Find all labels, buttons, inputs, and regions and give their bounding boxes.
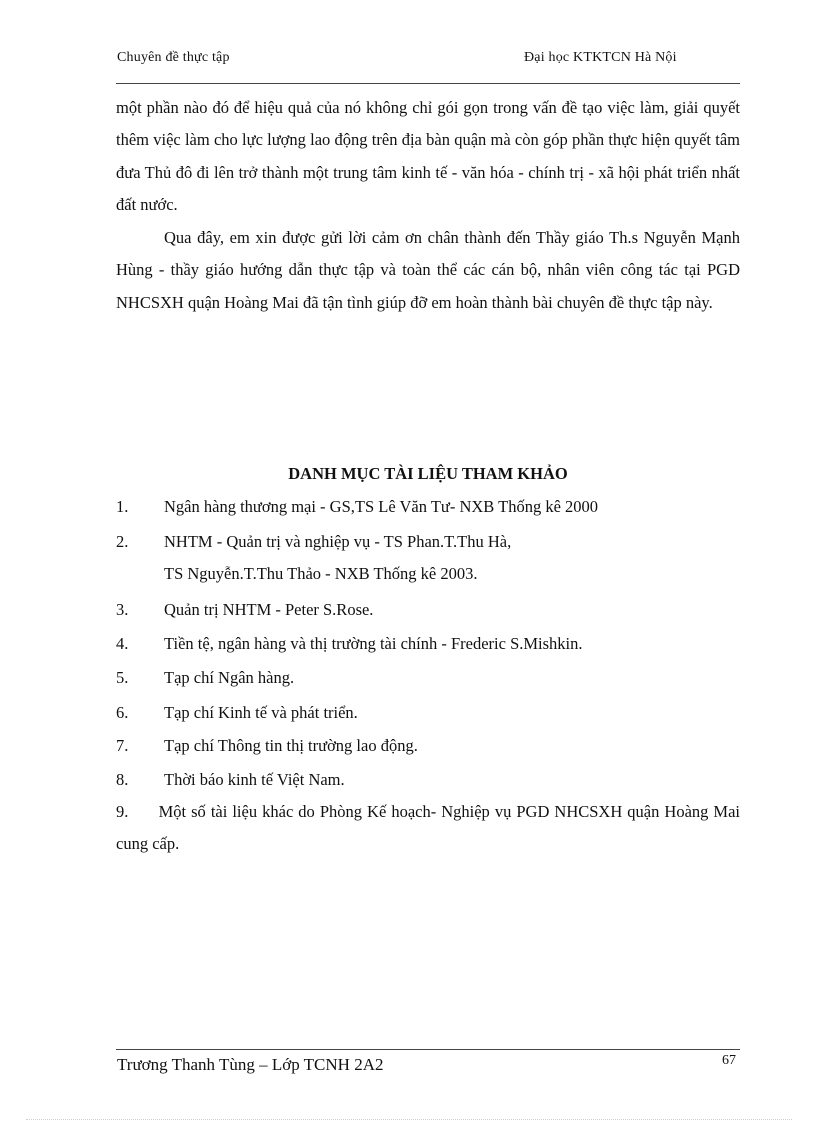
reference-number: 1. [116,497,129,516]
reference-text: Ngân hàng thương mại - GS,TS Lê Văn Tư- NXB Thống kê 2000 [164,497,599,516]
reference-text: Một số tài liệu khác do Phòng Kế hoạch- Nghiệp vụ PGD NHCSXH quận Hoàng Mai cung cấp. [116,802,741,854]
reference-number: 5. [116,668,129,687]
reference-number: 9. [116,802,129,821]
reference-text: Quản trị NHTM - Peter S.Rose. [164,600,374,619]
header-divider [116,83,740,84]
header-document-title: Chuyên đề thực tập [117,50,230,65]
page-number: 67 [722,1053,736,1068]
reference-number: 3. [116,600,129,619]
reference-text: Thời báo kinh tế Việt Nam. [164,770,345,789]
reference-number: 7. [116,736,129,755]
reference-number: 8. [116,770,129,789]
footer-author: Trương Thanh Tùng – Lớp TCNH 2A2 [117,1055,384,1074]
reference-number: 6. [116,703,129,722]
reference-text: Tạp chí Kinh tế và phát triển. [164,703,358,722]
reference-text: Tạp chí Ngân hàng. [164,668,295,687]
references-title: DANH MỤC TÀI LIỆU THAM KHẢO [288,464,568,483]
reference-number: 2. [116,532,129,551]
reference-number: 4. [116,634,129,653]
body-paragraph-2: Qua đây, em xin được gửi lời cảm ơn chân thành đến Thầy giáo Th.s Nguyễn Mạnh Hùng - thầy giáo hướng dẫn thực tập và toàn thể các cán bộ, nhân viên công tác tại PGD NHCSXH quận Hoàng Mai đã tận tình giúp đỡ em hoàn thành bài chuyên đề thực tập này. [116,228,740,312]
reference-text: NHTM - Quản trị và nghiệp vụ - TS Phan.T.Thu Hà, [164,532,512,551]
reference-item-9 [116,796,740,861]
body-paragraph-1: một phần nào đó để hiệu quả của nó không chỉ gói gọn trong vấn đề tạo việc làm, giải quyết thêm việc làm cho lực lượng lao động trên địa bàn quận mà còn góp phần thực hiện quyết tâm đưa Thủ đô đi lên trở thành một trung tâm kinh tế - văn hóa - chính trị - xã hội phát triển nhất đất nước. [116,98,740,215]
footer-divider [116,1049,740,1050]
reference-text: Tiền tệ, ngân hàng và thị trường tài chính - Frederic S.Mishkin. [164,634,583,653]
reference-text-continued: TS Nguyễn.T.Thu Thảo - NXB Thống kê 2003. [164,564,478,584]
reference-text: Tạp chí Thông tin thị trường lao động. [164,736,418,755]
page-edge-divider [26,1119,792,1120]
header-institution: Đại học KTKTCN Hà Nội [524,50,677,65]
